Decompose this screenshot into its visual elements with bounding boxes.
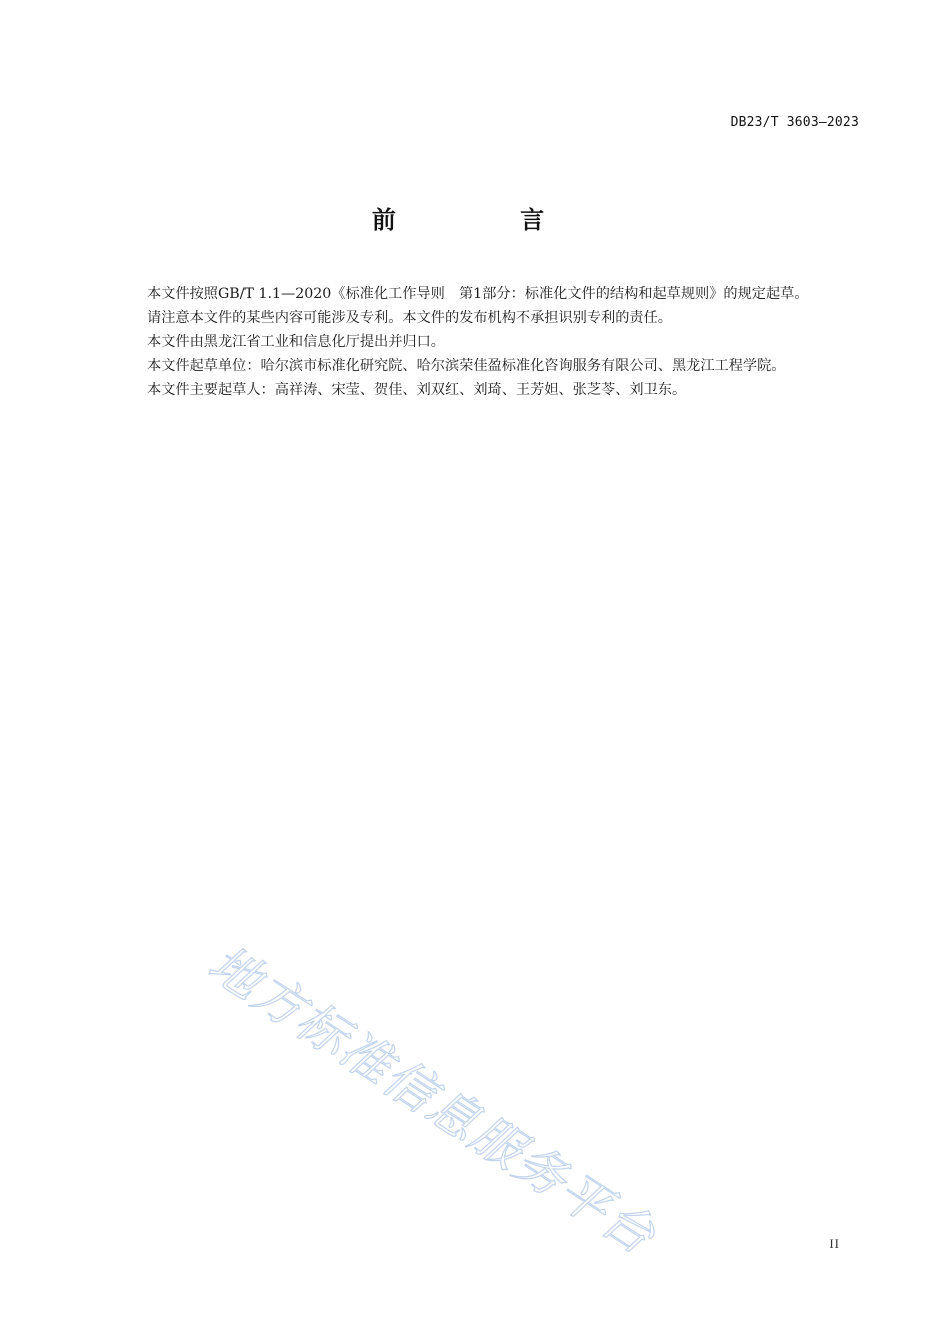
paragraph-drafting-rules: 本文件按照GB/T 1.1—2020《标准化工作导则 第1部分：标准化文件的结构和起草规则》的规定起草。 xyxy=(147,286,809,302)
paragraph-patent-notice: 请注意本文件的某些内容可能涉及专利。本文件的发布机构不承担识别专利的责任。 xyxy=(147,310,672,326)
watermark: 地方标准信息服务平台 xyxy=(198,934,667,1267)
page-title: 前 言 xyxy=(371,206,603,234)
foreword-body xyxy=(114,282,860,402)
paragraph-drafters: 本文件主要起草人：高祥涛、宋莹、贺佳、刘双红、刘琦、王芳妲、张芝苓、刘卫东。 xyxy=(147,382,687,398)
page-number: II xyxy=(829,1236,840,1251)
document-code: DB23/T 3603—2023 xyxy=(730,115,859,130)
paragraph-drafting-units: 本文件起草单位：哈尔滨市标准化研究院、哈尔滨荣佳盈标准化咨询服务有限公司、黑龙江工程学院。 xyxy=(147,358,786,374)
paragraph-proposer: 本文件由黑龙江省工业和信息化厅提出并归口。 xyxy=(147,334,445,350)
